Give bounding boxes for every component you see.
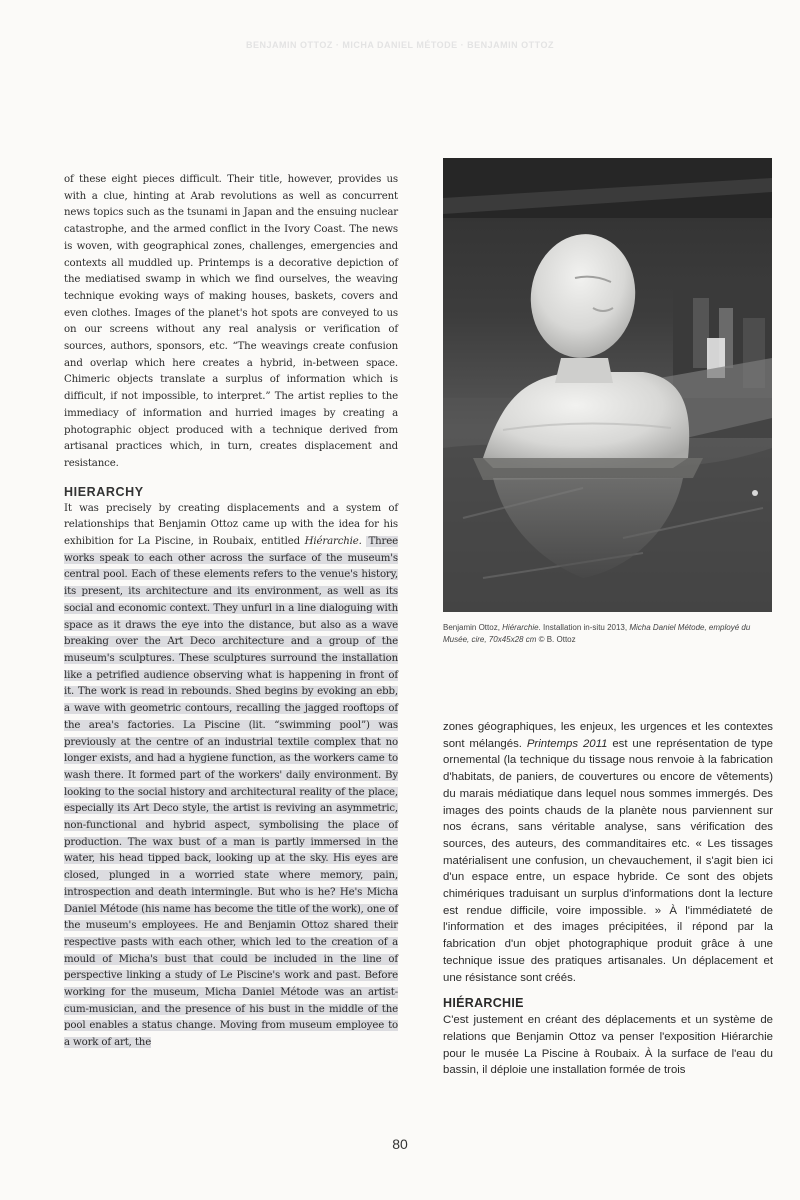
french-paragraph-2: C'est justement en créant des déplacements et un système de relations que Benjamin Ottoz va penser l'exposition Hiérarchie pour le musée La Piscine à Roubaix. À la surface de l'eau du bassin, il déploie une installation formée de trois	[443, 1014, 773, 1077]
english-column	[64, 172, 398, 1052]
english-paragraph-2	[64, 501, 398, 1052]
page-number: 80	[392, 1136, 408, 1152]
caption-subtitle: Micha Daniel Métode, employé du Musée, cire, 70x45x28 cm	[443, 623, 751, 644]
fr-p1-start: zones géographiques, les enjeux, les urgences et les contextes sont mélangés.	[443, 721, 773, 750]
french-paragraph-1	[443, 719, 773, 986]
p2-highlighted-text: Three works speak to each other across the surface of the museum's central pool. Each of these elements refers to the venue's history, its present, its architecture and its environment, as well as its social and economic context. They unfurl in a line dialoguing with space as it draws the eye into the distance, but also as a wave breaking over the Art Deco architecture and a group of the museum's sculptures. These sculptures surround the installation like a petrified audience observing what is happening in front of it. The work is read in rebounds. Shed begins by evoking an ebb, a wave with geometric contours, recalling the jagged rooftops of the area's factories. La Piscine (lit. “swimming pool”) was previously at the centre of an industrial textile complex that no longer exists, and had a hygiene function, as the workers came to wash there. It formed part of the workers' daily environment. By looking to the social history and architectural reality of the place, especially its Art Deco style, the artist is reviving an asymmetric, non-functional and hybrid aspect, symbolising the place of production. The wax bust of a man is partly immersed in the water, his head tipped back, looking up at the sky. His eyes are closed, plunged in a worried state where memory, pain, introspection and death intermingle. But who is he? He's Micha Daniel Métode (his name has become the title of the work), one of the museum's employees. He and Benjamin Ottoz shared their respective pasts with each other, which led to the creation of a mould of Micha's bust that could be included in the line of perspective linking a study of Le Piscine's work and past. Before working for the museum, Micha Daniel Métode was an artist-cum-musician, and the presence of his bust in the middle of the pool enables a status change. Moving from museum employee to a work of art, the	[64, 536, 398, 1049]
fr-p1-rest: est une représentation de type ornemental (la technique du tissage nous renvoie à la fabrication d'habitats, de paniers, de couvertures ou encore de vêtements) du marais médiatique dans lequel nous sommes immergés. Des images des points chauds de la planète nous parviennent sur nos écrans, sans véritable analyse, sans vérification des sources, des auteurs, des commanditaires etc. « Les tissages matérialisent une confusion, un chevauchement, il s'agit bien ici d'un espace entre, un espace hybride. Ce sont des objets chimériques traduisant un surplus d'informations dont la lecture est rendue difficile, voire impossible. » À l'immédiateté de l'information et des images précipitées, il répond par la fabrication d'un objet photographique produit grâce à une technique issue des pratiques artisanales. Un déplacement et une résistance sont créés.	[443, 737, 773, 984]
p2-intro: It was precisely by creating displacements and a system of relationships that Benjamin Ottoz came up with the idea for his exhibition for La Piscine, in Roubaix, entitled	[64, 502, 398, 548]
caption-artist: Benjamin Ottoz,	[443, 623, 503, 632]
french-column	[443, 719, 773, 1079]
hierarchie-heading: HIÉRARCHIE	[443, 996, 524, 1011]
artwork-photo	[443, 158, 772, 612]
caption-credit: © B. Ottoz	[536, 635, 576, 644]
caption-details: Installation in-situ 2013,	[540, 623, 630, 632]
photo-caption	[443, 622, 778, 646]
wax-bust-in-pool-image	[443, 158, 772, 612]
p2-exhibition-title: Hiérarchie.	[304, 536, 362, 548]
english-paragraph-1: of these eight pieces difficult. Their title, however, provides us with a clue, hinting at Arab revolutions as well as concurrent news topics such as the tsunami in Japan and the ensuing nuclear catastrophe, and the armed conflict in the Ivory Coast. The news is woven, with geographical zones, challenges, emergencies and contexts all muddled up. Printemps is a decorative depiction of the mediatised swamp in which we find ourselves, the weaving technique evoking ways of making houses, baskets, covers and even clothes. Images of the planet's hot spots are conveyed to us on our screens without any real analysis or verification of sources, authors, sponsors, etc. “The weavings create confusion and overlap which here creates a hybrid, in-between space. Chimeric objects translate a surplus of information which is difficult, if not impossible, to interpret.” The artist replies to the immediacy of information and hurried images by creating a photographic object produced with a technique derived from artisanal practices which, in turn, creates displacement and resistance.	[64, 174, 398, 469]
hierarchy-heading: HIERARCHY	[64, 484, 144, 499]
caption-title: Hiérarchie.	[502, 623, 541, 632]
running-head: BENJAMIN OTTOZ · MICHA DANIEL MÉTODE · BENJAMIN OTTOZ	[245, 40, 554, 50]
fr-p1-title: Printemps 2011	[526, 737, 608, 750]
